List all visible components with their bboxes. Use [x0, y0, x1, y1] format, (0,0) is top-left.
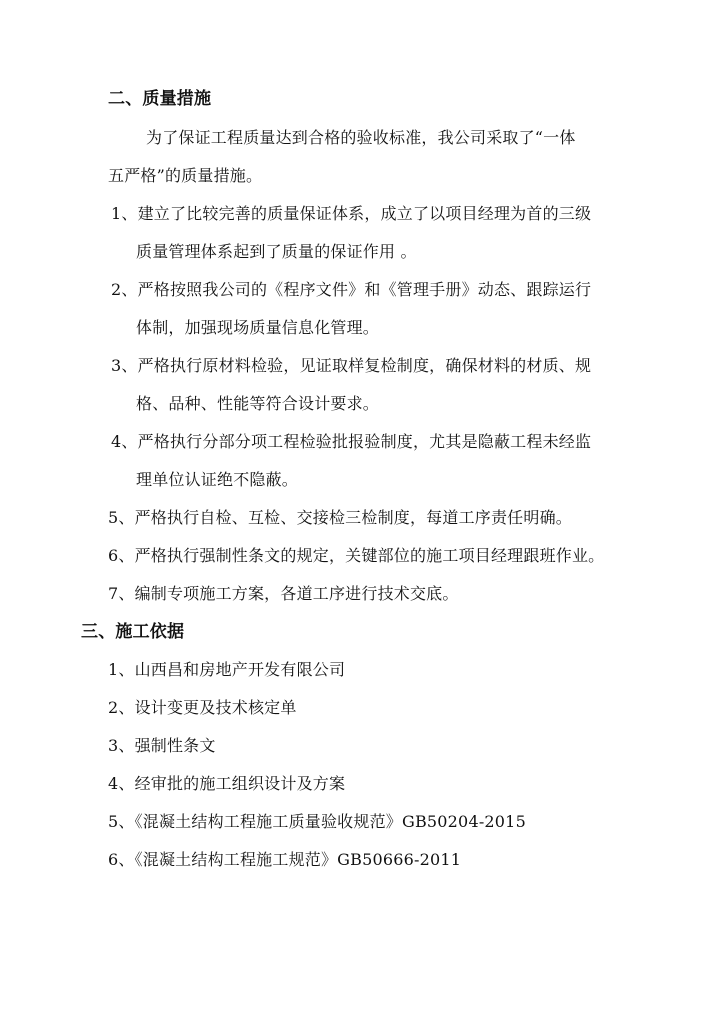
basis-item-6: 6、《混凝土结构工程施工规范》GB50666-2011 [108, 850, 462, 869]
basis-item-5: 5、《混凝土结构工程施工质量验收规范》GB50204-2015 [108, 812, 526, 831]
measure-item-1-line1: 1、建立了比较完善的质量保证体系，成立了以项目经理为首的三级 [111, 204, 592, 223]
measure-item-3-line2: 格、品种、性能等符合设计要求。 [136, 394, 380, 413]
measure-item-3-line1: 3、严格执行原材料检验，见证取样复检制度，确保材料的材质、规 [111, 356, 592, 375]
basis-item-1: 1、山西昌和房地产开发有限公司 [108, 660, 346, 679]
measure-item-7: 7、编制专项施工方案，各道工序进行技术交底。 [108, 584, 459, 603]
section2-intro-line1: 为了保证工程质量达到合格的验收标准，我公司采取了“一体 [146, 128, 576, 147]
measure-item-5: 5、严格执行自检、互检、交接检三检制度，每道工序责任明确。 [108, 508, 572, 527]
section2-intro-line2: 五严格”的质量措施。 [108, 166, 263, 185]
measure-item-4-line1: 4、严格执行分部分项工程检验批报验制度，尤其是隐蔽工程未经监 [111, 432, 592, 451]
basis-item-4: 4、经审批的施工组织设计及方案 [108, 774, 346, 793]
section2-heading: 二、质量措施 [108, 89, 212, 109]
measure-item-1-line2: 质量管理体系起到了质量的保证作用 。 [136, 242, 417, 261]
measure-item-4-line2: 理单位认证绝不隐蔽。 [136, 470, 299, 489]
basis-item-2: 2、设计变更及技术核定单 [108, 698, 297, 717]
basis-item-3: 3、强制性条文 [108, 736, 216, 755]
section3-heading: 三、施工依据 [81, 622, 185, 642]
measure-item-6: 6、严格执行强制性条文的规定，关键部位的施工项目经理跟班作业。 [108, 546, 605, 565]
measure-item-2-line1: 2、严格按照我公司的《程序文件》和《管理手册》动态、跟踪运行 [111, 280, 592, 299]
measure-item-2-line2: 体制，加强现场质量信息化管理。 [136, 318, 380, 337]
